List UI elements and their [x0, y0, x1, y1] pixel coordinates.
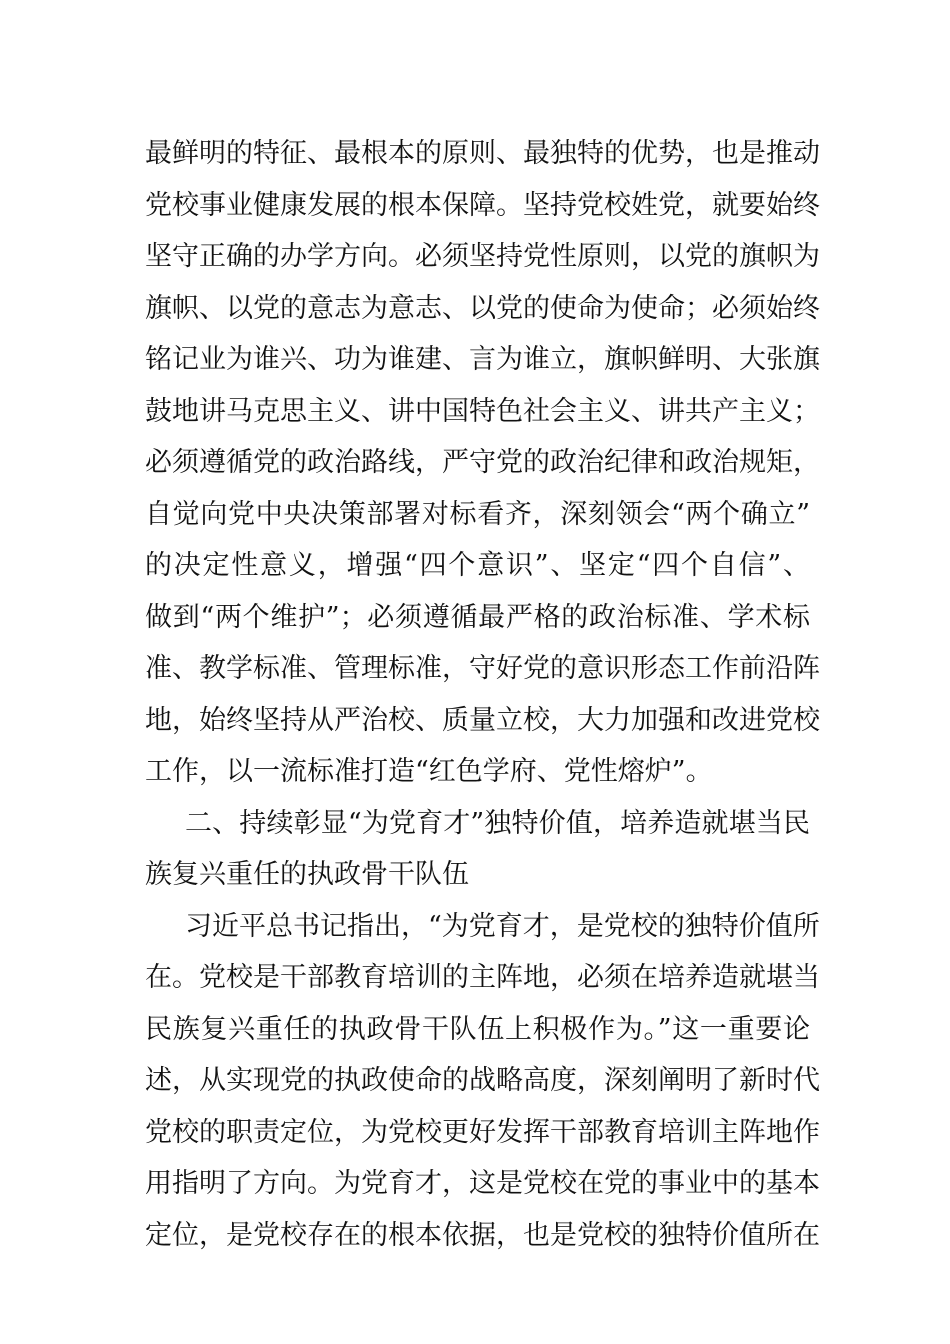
section-heading-line: 族复兴重任的执政骨干队伍	[145, 859, 469, 890]
text-line: 用指明了方向。为党育才，这是党校在党的事业中的基本	[145, 1168, 820, 1199]
text-line: 的决定性意义，增强“四个意识”、坚定“四个自信”、	[145, 550, 810, 581]
text-line: 鼓地讲马克思主义、讲中国特色社会主义、讲共产主义；	[145, 396, 820, 427]
section-heading-line: 二、持续彰显“为党育才”独特价值，培养造就堪当民	[185, 808, 810, 839]
text-line: 旗帜、以党的意志为意志、以党的使命为使命；必须始终	[145, 293, 820, 324]
text-line: 定位，是党校存在的根本依据，也是党校的独特价值所在	[145, 1220, 820, 1251]
text-line: 铭记业为谁兴、功为谁建、言为谁立，旗帜鲜明、大张旗	[145, 344, 820, 375]
text-line: 工作，以一流标准打造“红色学府、党性熔炉”。	[145, 756, 713, 787]
text-line: 做到“两个维护”；必须遵循最严格的政治标准、学术标	[145, 602, 810, 633]
text-line: 在。党校是干部教育培训的主阵地，必须在培养造就堪当	[145, 962, 820, 993]
text-line: 准、教学标准、管理标准，守好党的意识形态工作前沿阵	[145, 653, 820, 684]
text-line: 党校事业健康发展的根本保障。坚持党校姓党，就要始终	[145, 190, 820, 221]
text-line: 坚守正确的办学方向。必须坚持党性原则，以党的旗帜为	[145, 241, 820, 272]
text-line: 必须遵循党的政治路线，严守党的政治纪律和政治规矩，	[145, 447, 820, 478]
text-line: 最鲜明的特征、最根本的原则、最独特的优势，也是推动	[145, 138, 820, 169]
text-line: 民族复兴重任的执政骨干队伍上积极作为。”这一重要论	[145, 1014, 810, 1045]
text-line: 地，始终坚持从严治校、质量立校，大力加强和改进党校	[145, 705, 820, 736]
text-line: 自觉向党中央决策部署对标看齐，深刻领会“两个确立”	[145, 499, 810, 530]
text-line: 习近平总书记指出，“为党育才，是党校的独特价值所	[185, 911, 820, 942]
text-line: 述，从实现党的执政使命的战略高度，深刻阐明了新时代	[145, 1065, 820, 1096]
text-line: 党校的职责定位，为党校更好发挥干部教育培训主阵地作	[145, 1117, 820, 1148]
